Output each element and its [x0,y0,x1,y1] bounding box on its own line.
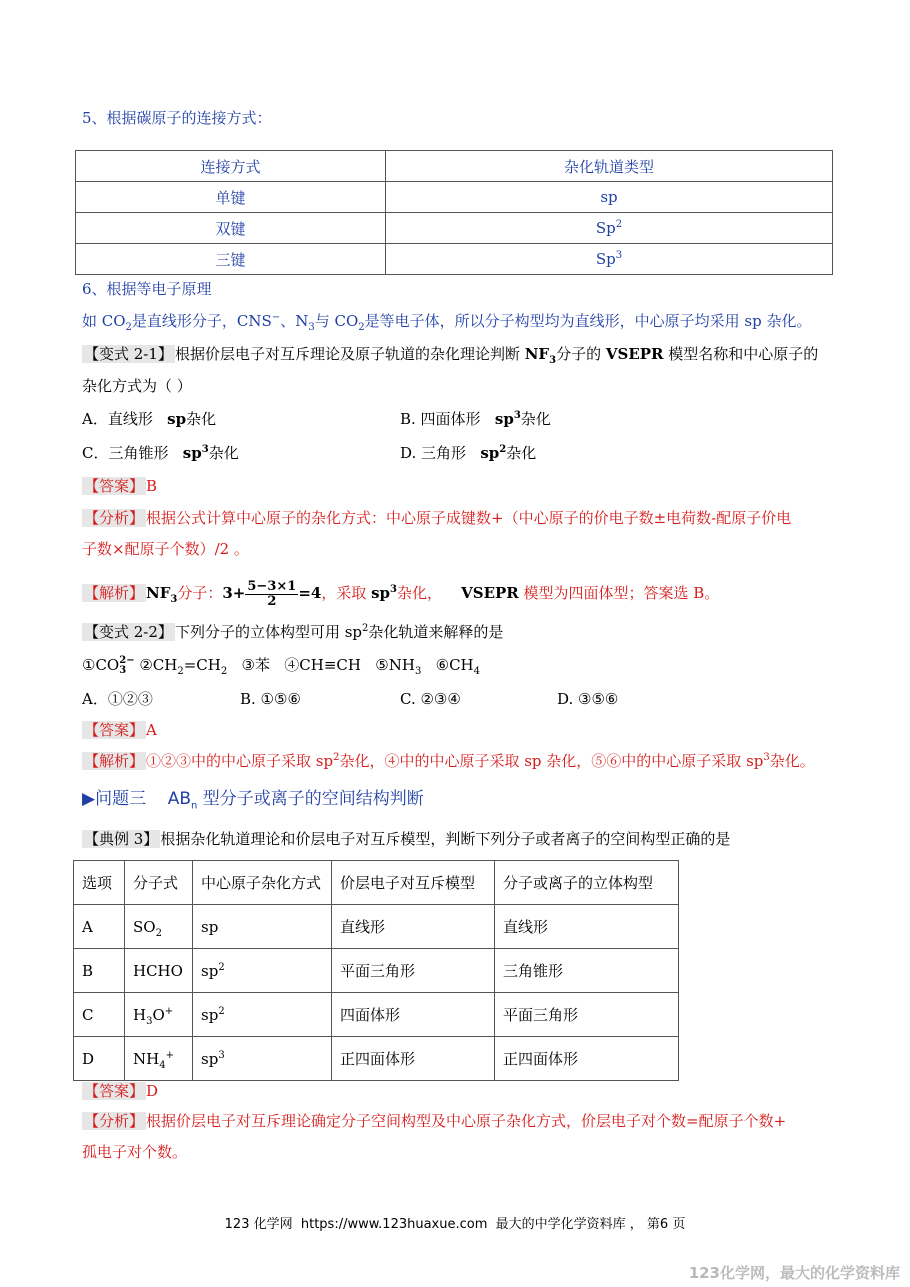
table-cell: $sp^2$ [193,993,332,1037]
section-6-text: 如 $CO_2$是直线形分子，CNS−、$N_3$与 $CO_2$是等电子体，所以分子构型均为直线形，中心原子均采用 sp 杂化。 [82,312,812,333]
table-cell: sp [193,905,332,949]
analysis-3: 【分析】 根据价层电子对互斥理论确定分子空间构型及中心原子杂化方式，价层电子对个数=配原子个数+ [84,1112,787,1130]
question-3-heading: ▶问题三 $AB_n$ 型分子或离子的空间结构判断 [82,789,424,812]
answer-3: 【答案】 D [84,1082,159,1100]
option-d: D. ③⑤⑥ [557,690,619,708]
variant-2-2-items: ①CO 2− 3 $②CH_2=CH_2$ ③苯 ④CH≡CH $⑤NH_3$ $⑥CH_4$ [82,655,481,677]
table-header-cell: 选项 [74,861,125,905]
option-a: A．直线形 sp杂化 [82,410,217,428]
analysis-2-1-cont: 子数×配原子个数）/2 。 [82,540,249,558]
table-header-row [76,151,833,182]
option-b: B. 四面体形 $sp^3$杂化 [400,410,551,428]
table-cell: $sp^3$ [193,1037,332,1081]
table-cell: $NH_4^+$ [125,1037,193,1081]
option-d: D. 三角形 $sp^2$杂化 [400,444,537,462]
table-header-cell: 杂化轨道类型 [386,151,833,182]
variant-tag: 【变式 2-2】 [84,623,173,641]
option-c: C．三角锥形 $sp^3$杂化 [82,444,239,462]
table-cell: 单键 [76,182,386,213]
table-cell: 四面体形 [332,993,495,1037]
table-cell: HCHO [125,949,193,993]
example-3-question: 【典例 3】 根据杂化轨道理论和价层电子对互斥模型，判断下列分子或者离子的空间构型正确的是 [84,830,731,848]
table-cell: Sp$^3$ [386,244,833,275]
analysis-2-1: 【分析】 根据公式计算中心原子的杂化方式：中心原子成键数+（中心原子的价电子数±电荷数-配原子价电 [84,509,792,527]
answer-2-2: 【答案】 A [84,721,157,739]
fraction: $\frac{5-3\times 1}{2}$ [247,578,297,609]
table-cell: 正四面体形 [332,1037,495,1081]
section-6-heading: 6、根据等电子原理 [82,280,212,298]
table-cell: 双键 [76,213,386,244]
table-cell: $H_3O^+$ [125,993,193,1037]
table-cell: $sp^2$ [193,949,332,993]
structure-table [73,860,679,1081]
table-cell: Sp$^2$ [386,213,833,244]
answer-2-1: 【答案】 B [84,477,158,495]
table-cell: 三键 [76,244,386,275]
table-cell: 三角锥形 [495,949,679,993]
table-header-row [74,861,679,905]
option-c: C. ②③④ [400,690,461,708]
table-cell: 直线形 [332,905,495,949]
table-row [74,993,679,1037]
variant-2-1-question-cont: 杂化方式为（ ） [82,377,192,395]
variant-tag: 【变式 2-1】 [84,345,173,363]
example-tag: 【典例 3】 [84,830,159,848]
table-row [74,949,679,993]
watermark: 123化学网，最大的化学资料库 [688,1264,900,1282]
table-header-cell: 中心原子杂化方式 [193,861,332,905]
table-row [76,244,833,275]
variant-2-2-question: 【变式 2-2】 下列分子的立体构型可用 $sp^2$杂化轨道来解释的是 [84,623,504,641]
solution-2-2: 【解析】 ①②③中的中心原子采取 $sp^2$杂化，④中的中心原子采取 sp 杂化，⑤⑥中的中心原子采取 $sp^3$杂化。 [84,752,815,770]
table-cell: $SO_2$ [125,905,193,949]
table-cell: 正四面体形 [495,1037,679,1081]
analysis-3-cont: 孤电子对个数。 [82,1143,188,1161]
hybridization-table [75,150,833,275]
table-cell: 直线形 [495,905,679,949]
section-5-heading: 5、根据碳原子的连接方式： [82,109,272,127]
table-row [76,213,833,244]
table-cell: B [74,949,125,993]
table-row [74,905,679,949]
table-cell: D [74,1037,125,1081]
option-a: A．①②③ [82,690,153,708]
variant-2-1-question: 【变式 2-1】 根据价层电子对互斥理论及原子轨道的杂化理论判断 $NF_3$分子的 VSEPR 模型名称和中心原子的 [84,345,819,366]
table-cell: sp [386,182,833,213]
table-row [74,1037,679,1081]
option-b: B. ①⑤⑥ [240,690,301,708]
table-row [76,182,833,213]
page-footer: 123 化学网 https://www.123huaxue.com 最大的中学化学资料库 ， 第6 页 [224,1217,686,1232]
table-cell: 平面三角形 [332,949,495,993]
table-header-cell: 分子式 [125,861,193,905]
table-cell: 平面三角形 [495,993,679,1037]
table-header-cell: 连接方式 [76,151,386,182]
solution-2-1: 【解析】 $NF_3$分子：3+ $\frac{5-3\times 1}{2}$ =4，采取 $sp^3$杂化， VSEPR 模型为四面体型；答案选 B。 [84,578,720,609]
table-cell: C [74,993,125,1037]
table-cell: A [74,905,125,949]
table-header-cell: 价层电子对互斥模型 [332,861,495,905]
table-header-cell: 分子或离子的立体构型 [495,861,679,905]
